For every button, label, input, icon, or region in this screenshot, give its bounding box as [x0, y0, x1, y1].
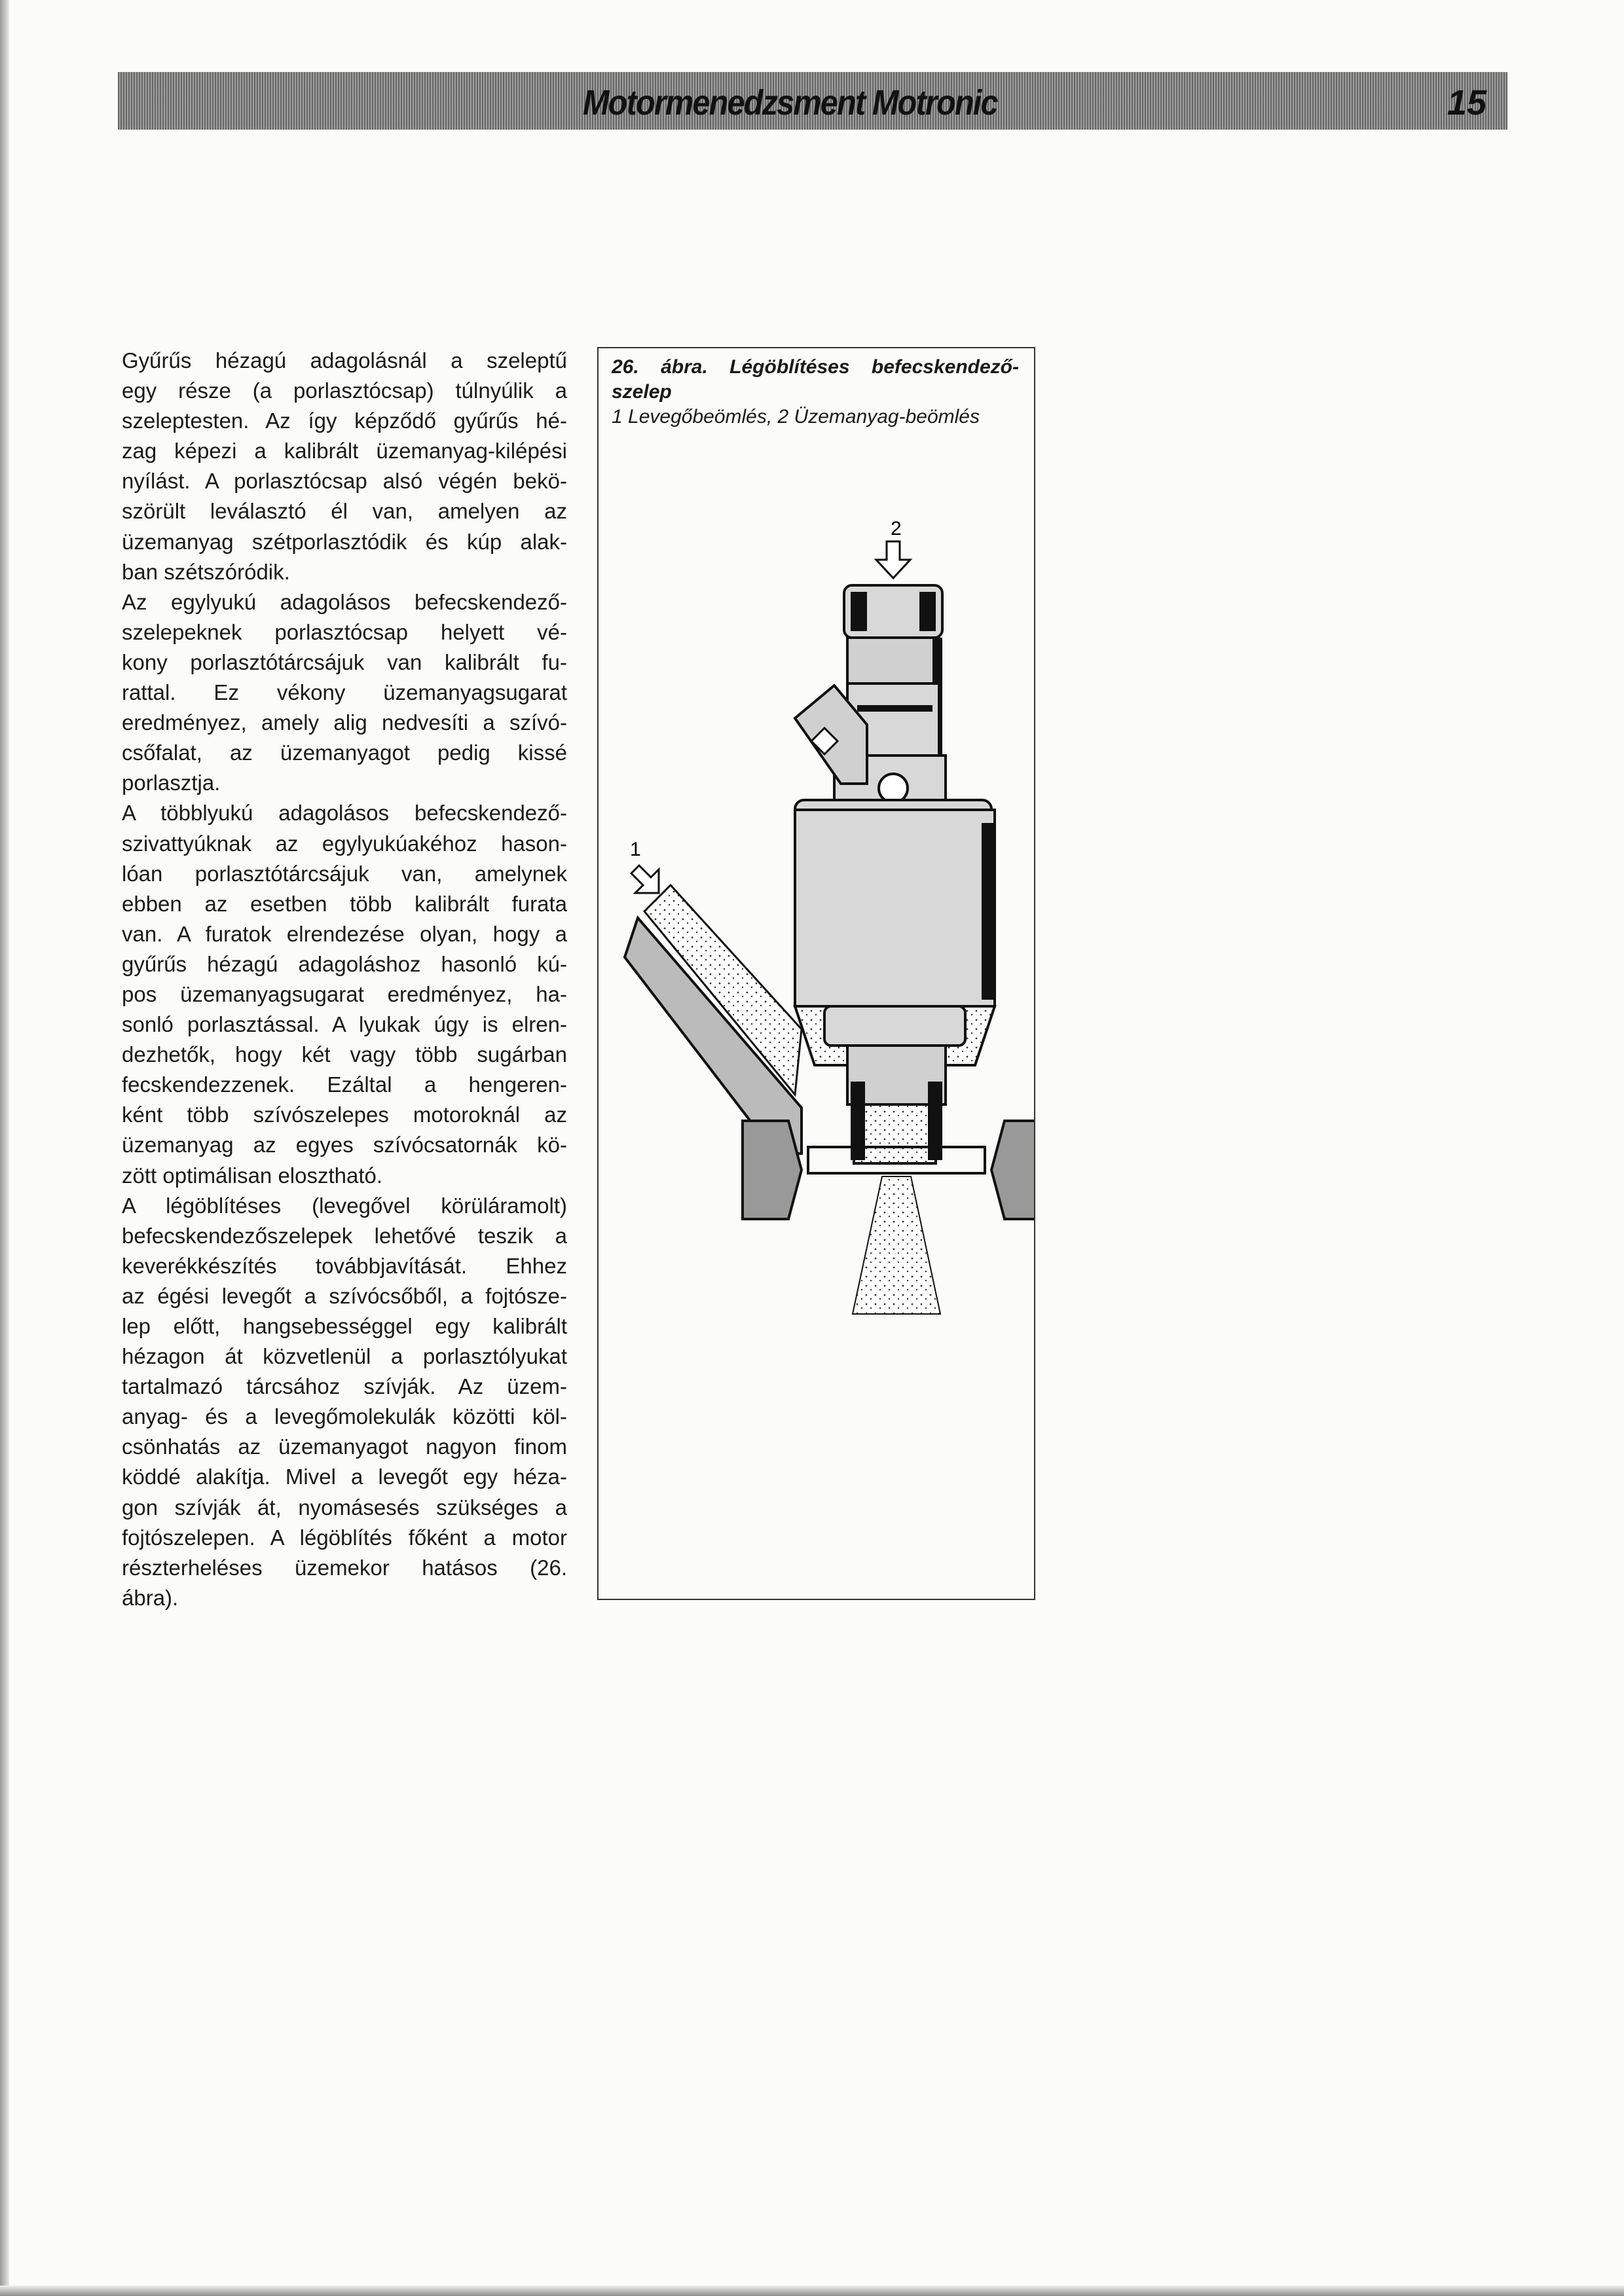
label-2: 2 [891, 518, 902, 539]
page-edge-shadow [0, 0, 9, 2296]
page-bottom-edge [0, 2286, 1624, 2296]
text-line: üzemanyag az egyes szívócsatornák kö- [122, 1133, 567, 1157]
figure-legend: 1 Levegőbeömlés, 2 Üzemanyag-beömlés [612, 406, 980, 428]
paragraph [122, 1191, 567, 1613]
text-line: tartalmazó tárcsához szívják. Az üzem- [122, 1374, 567, 1399]
label-1: 1 [630, 839, 641, 860]
paragraph [122, 346, 567, 587]
paragraph [122, 587, 567, 799]
text-line: anyag- és a levegőmolekulák közötti köl- [122, 1404, 567, 1429]
text-line: részterheléses üzemekor hatásos (26. [122, 1555, 567, 1580]
text-line: A többlyukú adagolásos befecskendező- [122, 801, 567, 826]
text-line: hézagon át közvetlenül a porlasztólyukat [122, 1344, 567, 1369]
text-line: nyílást. A porlasztócsap alsó végén bekö- [122, 469, 567, 494]
text-line: csőfalat, az üzemanyagot pedig kissé [122, 740, 567, 765]
text-line: szeleptesten. Az így képződő gyűrűs hé- [122, 409, 567, 433]
intake-wall-left [743, 1121, 802, 1219]
figure-26 [597, 347, 1035, 1600]
text-line: egy része (a porlasztócsap) túlnyúlik a [122, 378, 567, 403]
paragraph [122, 798, 567, 1190]
text-line: sonló porlasztással. A lyukak úgy is elren- [122, 1012, 567, 1037]
text-line: lep előtt, hangsebességgel egy kalibrált [122, 1314, 567, 1338]
text-line: fojtószelepen. A légöblítés főként a motor [122, 1525, 567, 1550]
text-line: eredményez, amely alig nedvesíti a szívó- [122, 710, 567, 735]
text-line: keverékkészítés továbbjavítását. Ehhez [122, 1253, 567, 1278]
text-line: Az egylyukú adagolásos befecskendező- [122, 589, 567, 614]
figure-title-line: szelep [612, 381, 672, 403]
running-header [118, 72, 1507, 130]
spray-cone [853, 1176, 940, 1314]
text-line: csönhatás az üzemanyagot nagyon finom [122, 1434, 567, 1459]
text-line: lóan porlasztótárcsájuk van, amelynek [122, 861, 567, 886]
text-line: pos üzemanyagsugarat eredményez, ha- [122, 981, 567, 1006]
text-line: gyűrűs hézagú adagoláshoz hasonló kú- [122, 951, 567, 976]
air-inlet-arrow-icon [631, 866, 659, 893]
fuel-inlet-arrow-icon [876, 541, 910, 578]
text-line: köddé alakítja. Mivel a levegőt egy héza- [122, 1465, 567, 1489]
text-line: rattal. Ez vékony üzemanyagsugarat [122, 680, 567, 705]
text-line: üzemanyag szétporlasztódik és kúp alak- [122, 529, 567, 554]
text-line: ként több szívószelepes motoroknál az [122, 1102, 567, 1127]
header-title: Motormenedzsment Motronic [583, 83, 997, 122]
page-number: 15 [1447, 83, 1486, 122]
intake-wall-right [991, 1121, 1034, 1219]
text-line: szelepeknek porlasztócsap helyett vé- [122, 619, 567, 644]
figure-caption [612, 355, 1019, 429]
body-text-column [122, 346, 567, 1613]
text-line: gon szívják át, nyomásesés szükséges a [122, 1495, 567, 1520]
text-line: zag képezi a kalibrált üzemanyag-kilépési [122, 439, 567, 464]
text-line: A légöblítéses (levegővel körüláramolt) [122, 1193, 567, 1218]
text-line: szivattyúknak az egylyukúakéhoz hason- [122, 831, 567, 856]
text-line: az égési levegőt a szívócsőből, a fojtósze- [122, 1283, 567, 1308]
text-line: zött optimálisan elosztható. [122, 1163, 383, 1188]
injector-diagram [599, 348, 1034, 1599]
text-line: kony porlasztótárcsájuk van kalibrált fu- [122, 649, 567, 674]
text-line: van. A furatok elrendezése olyan, hogy a [122, 921, 567, 946]
text-line: befecskendezőszelepek lehetővé teszik a [122, 1223, 567, 1248]
text-line: Gyűrűs hézagú adagolásnál a szeleptű [122, 348, 567, 373]
injector-body [795, 810, 995, 1006]
text-line: porlasztja. [122, 771, 221, 795]
text-line: fecskendezzenek. Ezáltal a hengeren- [122, 1072, 567, 1097]
figure-title-line: 26. ábra. Légöblítéses befecskendező- [612, 356, 1019, 378]
text-line: dezhetők, hogy két vagy több sugárban [122, 1042, 567, 1067]
text-line: ábra). [122, 1585, 179, 1610]
figure-title [612, 355, 1019, 405]
text-line: ban szétszóródik. [122, 559, 290, 584]
text-line: szörült leválasztó él van, amelyen az [122, 499, 567, 524]
text-line: ebben az esetben több kalibrált furata [122, 891, 567, 916]
